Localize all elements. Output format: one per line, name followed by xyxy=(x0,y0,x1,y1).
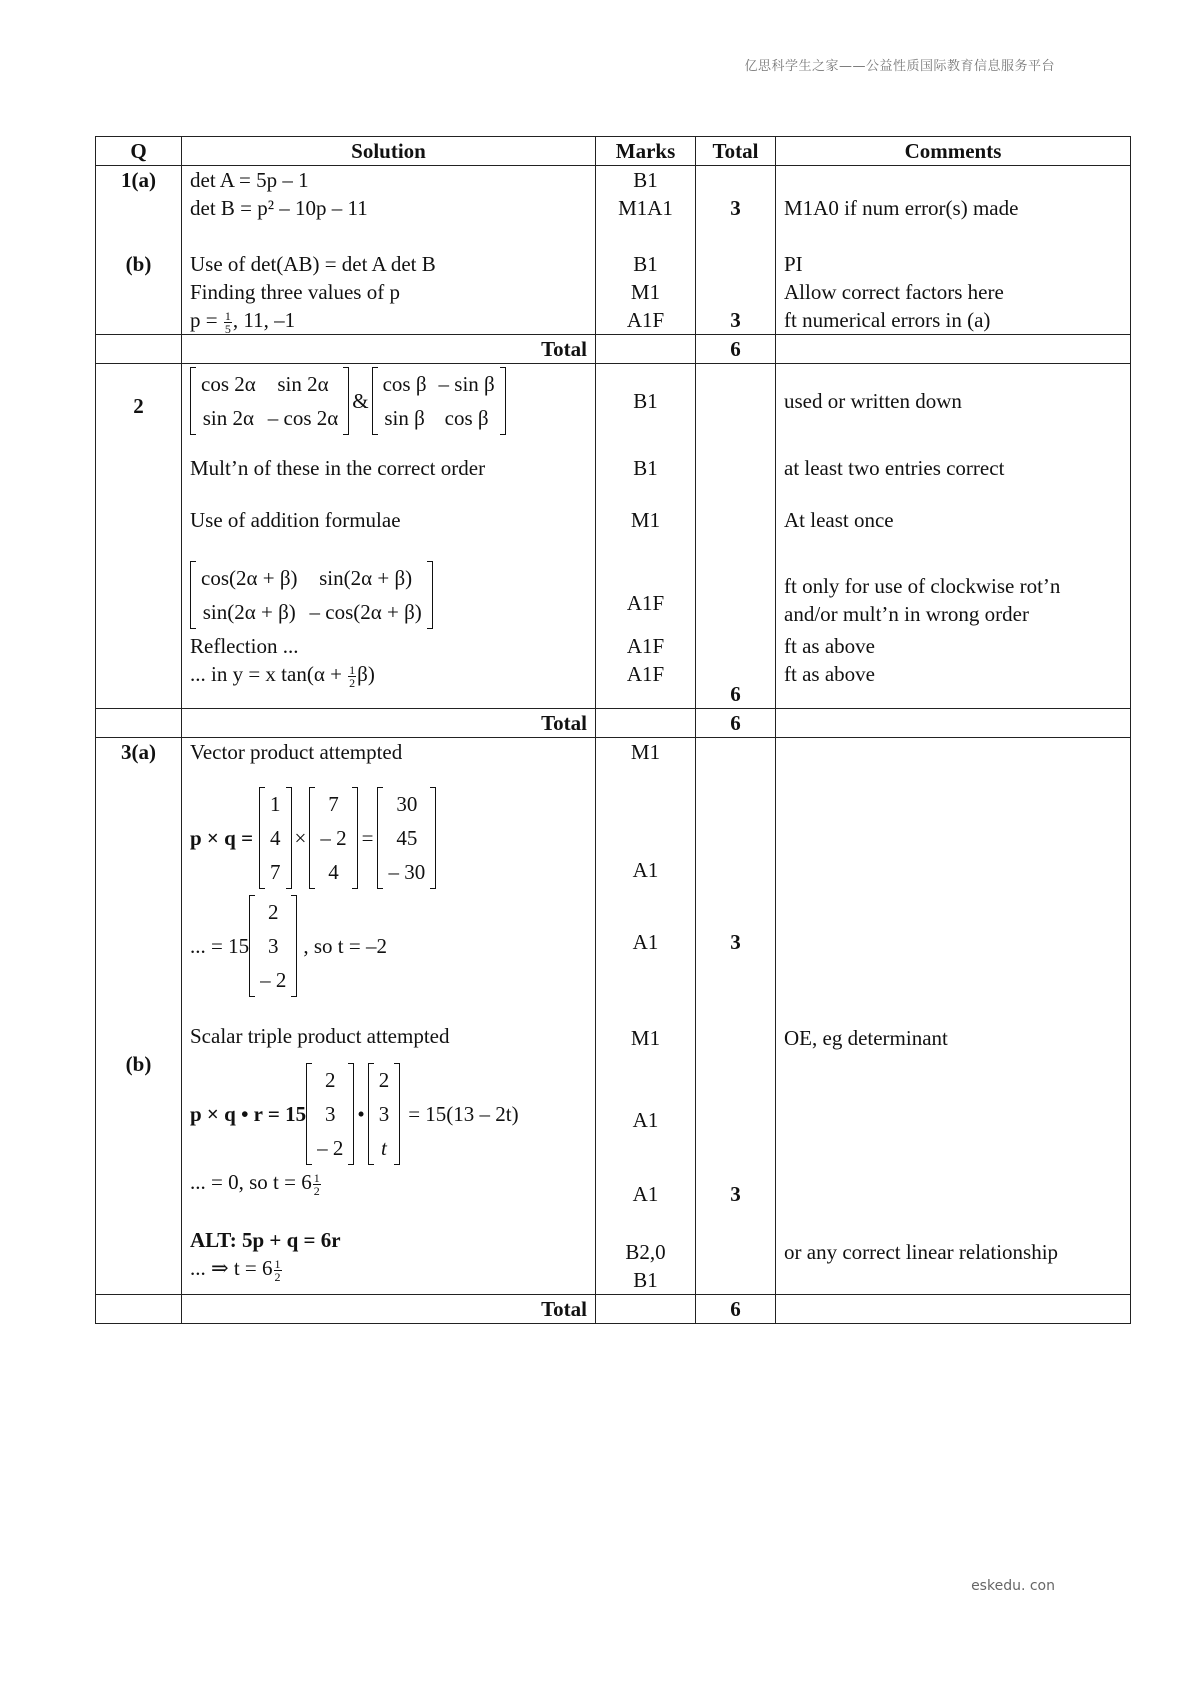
matrix: cos β – sin β sin β cos β xyxy=(372,367,506,435)
q2-label: 2 xyxy=(133,394,144,418)
q3b-alt2: ... ⇒ t = 6 $\frac{1}{2}$ xyxy=(190,1256,281,1284)
subtotal: 3 xyxy=(730,930,741,954)
comment: at least two entries correct xyxy=(784,456,1005,480)
vector: 2 3 – 2 xyxy=(249,895,297,997)
q3-total-cell xyxy=(696,738,776,1295)
fraction: $\frac{1}{5}$ xyxy=(224,308,231,336)
q3a-direction: ... = 15 2 3 – 2 , so t = –2 xyxy=(190,892,587,1000)
vector: 2 3 t xyxy=(368,1063,401,1165)
mark: B1 xyxy=(633,168,658,192)
q1b-line1: Use of det(AB) = det A det B xyxy=(190,252,436,276)
q1-total-row xyxy=(96,335,1131,364)
q2-marks-cell xyxy=(596,364,696,709)
mark: A1F xyxy=(626,591,665,615)
q3-comments-cell xyxy=(776,738,1131,1295)
total-label: Total xyxy=(182,709,596,738)
header-total: Total xyxy=(696,137,776,166)
comment: OE, eg determinant xyxy=(784,1026,948,1050)
mark: A1 xyxy=(632,1182,659,1206)
q3b-label: (b) xyxy=(125,1052,152,1076)
total-label: Total xyxy=(182,1295,596,1324)
mark: B1 xyxy=(633,389,658,413)
vector: 1 4 7 xyxy=(259,787,292,889)
q1-label-cell xyxy=(96,166,182,335)
comment: ft as above xyxy=(784,662,875,686)
q2-line6: ... in y = x tan(α + $\frac{1}{2}$ β) xyxy=(190,662,375,690)
header-watermark: 亿思科学生之家——公益性质国际教育信息服务平台 xyxy=(744,59,1055,74)
q2-line2: Mult’n of these in the correct order xyxy=(190,456,486,480)
header-marks: Marks xyxy=(596,137,696,166)
footer-site: eskedu. con xyxy=(971,1578,1055,1594)
q1b-line3-pre: p = xyxy=(190,308,218,332)
q3b-alt: ALT: 5p + q = 6r xyxy=(190,1228,341,1252)
q3-solution-cell xyxy=(182,738,596,1295)
mark: M1A1 xyxy=(618,196,673,220)
ampersand: & xyxy=(352,389,369,413)
q3b-line3: ... = 0, so t = 6 $\frac{1}{2}$ xyxy=(190,1170,320,1198)
mark: B1 xyxy=(633,1268,658,1292)
fraction: $\frac{1}{2}$ xyxy=(274,1256,281,1284)
mark: B1 xyxy=(633,252,658,276)
comment: At least once xyxy=(784,508,894,532)
question-total: 6 xyxy=(696,709,776,738)
q1-row xyxy=(96,166,1131,335)
vector: 2 3 – 2 xyxy=(306,1063,354,1165)
q2-total-cell xyxy=(696,364,776,709)
q3-label-cell xyxy=(96,738,182,1295)
q3-row xyxy=(96,738,1131,1295)
q1-comments-cell xyxy=(776,166,1131,335)
q1-solution-cell xyxy=(182,166,596,335)
question-total: 6 xyxy=(696,1295,776,1324)
comment: ft numerical errors in (a) xyxy=(784,308,991,332)
matrix: cos 2α sin 2α sin 2α – cos 2α xyxy=(190,367,349,435)
mark: B1 xyxy=(633,456,658,480)
mark: A1F xyxy=(626,308,665,332)
q2-line5: Reflection ... xyxy=(190,634,299,658)
vector: 30 45 – 30 xyxy=(377,787,436,889)
comment: used or written down xyxy=(784,389,962,413)
q2-total-row xyxy=(96,709,1131,738)
q1-total-cell xyxy=(696,166,776,335)
fraction: $\frac{1}{2}$ xyxy=(313,1170,320,1198)
q2-label-cell xyxy=(96,364,182,709)
subtotal: 3 xyxy=(730,1182,741,1206)
mark: M1 xyxy=(630,740,661,764)
q2-product-matrix xyxy=(190,558,587,632)
comment: ft only for use of clockwise rot’n xyxy=(784,574,1061,598)
subtotal: 6 xyxy=(730,682,741,706)
q3b-scalar-triple: p × q • r = 15 2 3 – 2 • 2 3 t = 15(13 – 2t) xyxy=(190,1060,587,1168)
q1b-label: (b) xyxy=(125,252,152,276)
table-header-row xyxy=(96,137,1131,166)
q3a-line1: Vector product attempted xyxy=(190,740,403,764)
comment: M1A0 if num error(s) made xyxy=(784,196,1019,220)
matrix: cos(2α + β) sin(2α + β) sin(2α + β) – cos(2α + β) xyxy=(190,561,433,629)
mark: M1 xyxy=(630,280,661,304)
mark: M1 xyxy=(630,508,661,532)
header-comments: Comments xyxy=(776,137,1131,166)
fraction: $\frac{1}{2}$ xyxy=(349,662,356,690)
mark: B2,0 xyxy=(625,1240,666,1264)
q3-marks-cell xyxy=(596,738,696,1295)
q1a-line1: det A = 5p – 1 xyxy=(190,168,309,192)
comment: and/or mult’n in wrong order xyxy=(784,602,1029,626)
q1a-line2: det B = p² – 10p – 11 xyxy=(190,196,368,220)
comment: PI xyxy=(784,252,803,276)
mark: A1 xyxy=(632,1108,659,1132)
q1b-line3-post: , 11, –1 xyxy=(232,308,296,332)
q3b-line1: Scalar triple product attempted xyxy=(190,1024,450,1048)
mark: A1F xyxy=(626,662,665,686)
comment: ft as above xyxy=(784,634,875,658)
q1b-line2: Finding three values of p xyxy=(190,280,400,304)
q3a-cross-product: p × q = 1 4 7 × 7 – 2 4 = 30 45 – 30 xyxy=(190,784,587,892)
q2-line3: Use of addition formulae xyxy=(190,508,401,532)
comment: or any correct linear relationship xyxy=(784,1240,1059,1264)
subtotal: 3 xyxy=(730,308,741,332)
q3a-label: 3(a) xyxy=(121,740,156,764)
q2-rotation-matrices xyxy=(190,364,587,438)
total-label: Total xyxy=(182,335,596,364)
q1a-label: 1(a) xyxy=(121,168,156,192)
mark: A1F xyxy=(626,634,665,658)
q3-total-row xyxy=(96,1295,1131,1324)
header-solution: Solution xyxy=(182,137,596,166)
q1b-line3 xyxy=(190,306,587,334)
mark: M1 xyxy=(630,1026,661,1050)
q2-comments-cell xyxy=(776,364,1131,709)
q1-marks-cell xyxy=(596,166,696,335)
header-q: Q xyxy=(96,137,182,166)
mark: A1 xyxy=(632,930,659,954)
mark-scheme-table xyxy=(95,136,1131,1324)
q2-row xyxy=(96,364,1131,709)
subtotal: 3 xyxy=(730,196,741,220)
question-total: 6 xyxy=(696,335,776,364)
mark: A1 xyxy=(632,858,659,882)
vector: 7 – 2 4 xyxy=(309,787,357,889)
q2-solution-cell xyxy=(182,364,596,709)
comment: Allow correct factors here xyxy=(784,280,1004,304)
